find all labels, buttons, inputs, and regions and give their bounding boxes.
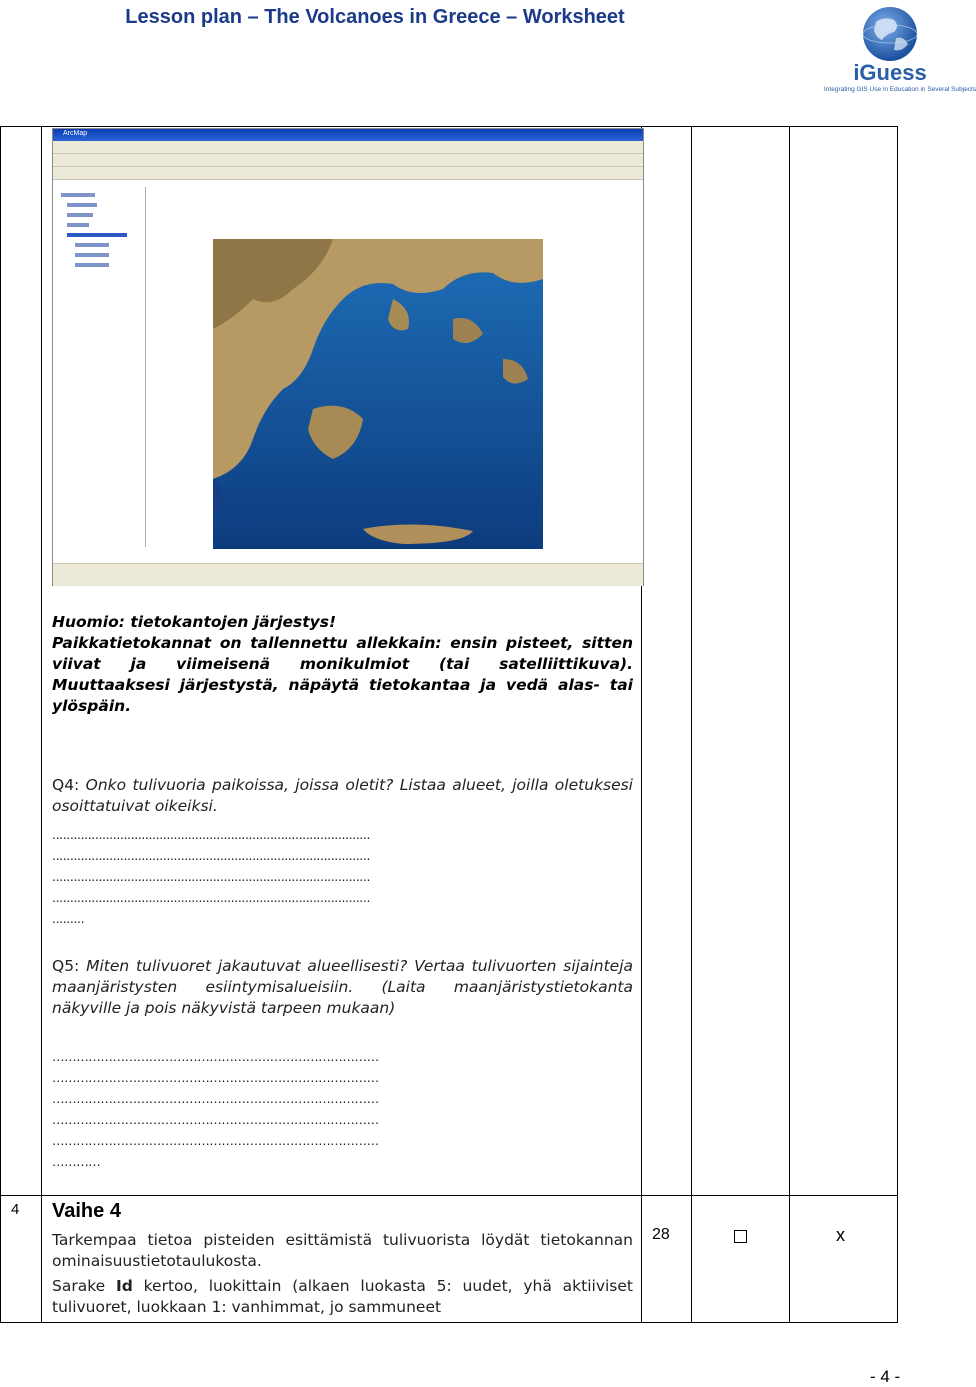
col-divider-3: [691, 126, 692, 1323]
note-block: [52, 612, 633, 717]
note-body: Paikkatietokannat on tallennettu allekkain: ensin pisteet, sitten viivat ja viimeisenä monikulmiot (tai satelliittikuva). Muuttaaksesi järjestystä, näpäytä tietokantaa ja vedä alas- tai ylöspäin.: [52, 634, 633, 715]
time-minutes: 28: [652, 1226, 670, 1243]
answer-line[interactable]: …………: [52, 1154, 101, 1169]
toolbar-row-1: [53, 154, 643, 167]
answer-line[interactable]: ………………………………………………………………………: [52, 1070, 379, 1085]
table-bottom-border: [0, 1322, 898, 1323]
answer-line[interactable]: .........................................................................................: [52, 890, 371, 905]
gis-screenshot: [52, 128, 644, 586]
done-checkbox[interactable]: [734, 1230, 747, 1243]
table-top-border: [0, 126, 898, 127]
question-q5: [52, 956, 633, 1019]
page-number: - 4 -: [870, 1367, 901, 1386]
q4-answer-lines: [52, 824, 633, 929]
status-bar: [53, 563, 643, 586]
answer-line[interactable]: ………………………………………………………………………: [52, 1133, 379, 1148]
q5-label: Q5:: [52, 957, 80, 975]
column-name-id: Id: [115, 1277, 133, 1295]
q5-answer-lines: [52, 1046, 633, 1172]
col-divider-4: [789, 126, 790, 1323]
table-right-border: [897, 126, 898, 1323]
answer-line[interactable]: .........................................................................................: [52, 827, 371, 842]
logo-tagline: Integrating GIS Use in Education in Several Subjects: [824, 86, 976, 93]
step-heading: Vaihe 4: [52, 1200, 121, 1222]
row-divider: [0, 1195, 898, 1196]
toolbar-row-2: [53, 167, 643, 180]
answer-line[interactable]: ………………………………………………………………………: [52, 1049, 379, 1064]
q5-text: Miten tulivuoret jakautuvat alueellisesti? Vertaa tulivuorten sijainteja maanjäristysten esiintymisalueisiin. (Laita maanjäristystietokanta näkyville ja pois näkyvistä tarpeen mukaan): [52, 957, 634, 1017]
map-view: [213, 239, 543, 553]
logo-wordmark: iGuess: [853, 60, 927, 85]
question-q4: [52, 775, 633, 817]
table-of-contents-panel: [53, 187, 146, 547]
answer-line[interactable]: .........................................................................................: [52, 869, 371, 884]
step4-paragraph-1: Tarkempaa tietoa pisteiden esittämistä tulivuorista löydät tietokannan ominaisuustietotaulukosta.: [52, 1231, 633, 1270]
menu-bar: [53, 141, 643, 154]
table-left-border: [0, 126, 1, 1323]
answer-line[interactable]: .........................................................................................: [52, 848, 371, 863]
iguess-logo: [824, 4, 976, 98]
q4-label: Q4:: [52, 776, 80, 794]
col-divider-1: [41, 126, 42, 1323]
globe-icon: [824, 4, 956, 64]
q4-text: Onko tulivuoria paikoissa, joissa oletit? Listaa alueet, joilla oletuksesi osoittatuivat oikeiksi.: [52, 776, 633, 815]
page-title: Lesson plan – The Volcanoes in Greece – Worksheet: [125, 6, 625, 28]
app-titlebar: ArcMap: [53, 129, 643, 141]
row-number: 4: [11, 1201, 20, 1218]
answer-line[interactable]: .........: [52, 911, 85, 926]
answer-line[interactable]: ………………………………………………………………………: [52, 1091, 379, 1106]
step4-paragraph-2: Sarake Id kertoo, luokittain (alkaen luokasta 5: uudet, yhä aktiiviset tulivuoret, luokkaan 1: vanhimmat, jo sammuneet: [52, 1277, 633, 1316]
answer-line[interactable]: ………………………………………………………………………: [52, 1112, 379, 1127]
note-heading: Huomio: tietokantojen järjestys!: [52, 613, 337, 631]
applies-mark: x: [836, 1225, 845, 1245]
